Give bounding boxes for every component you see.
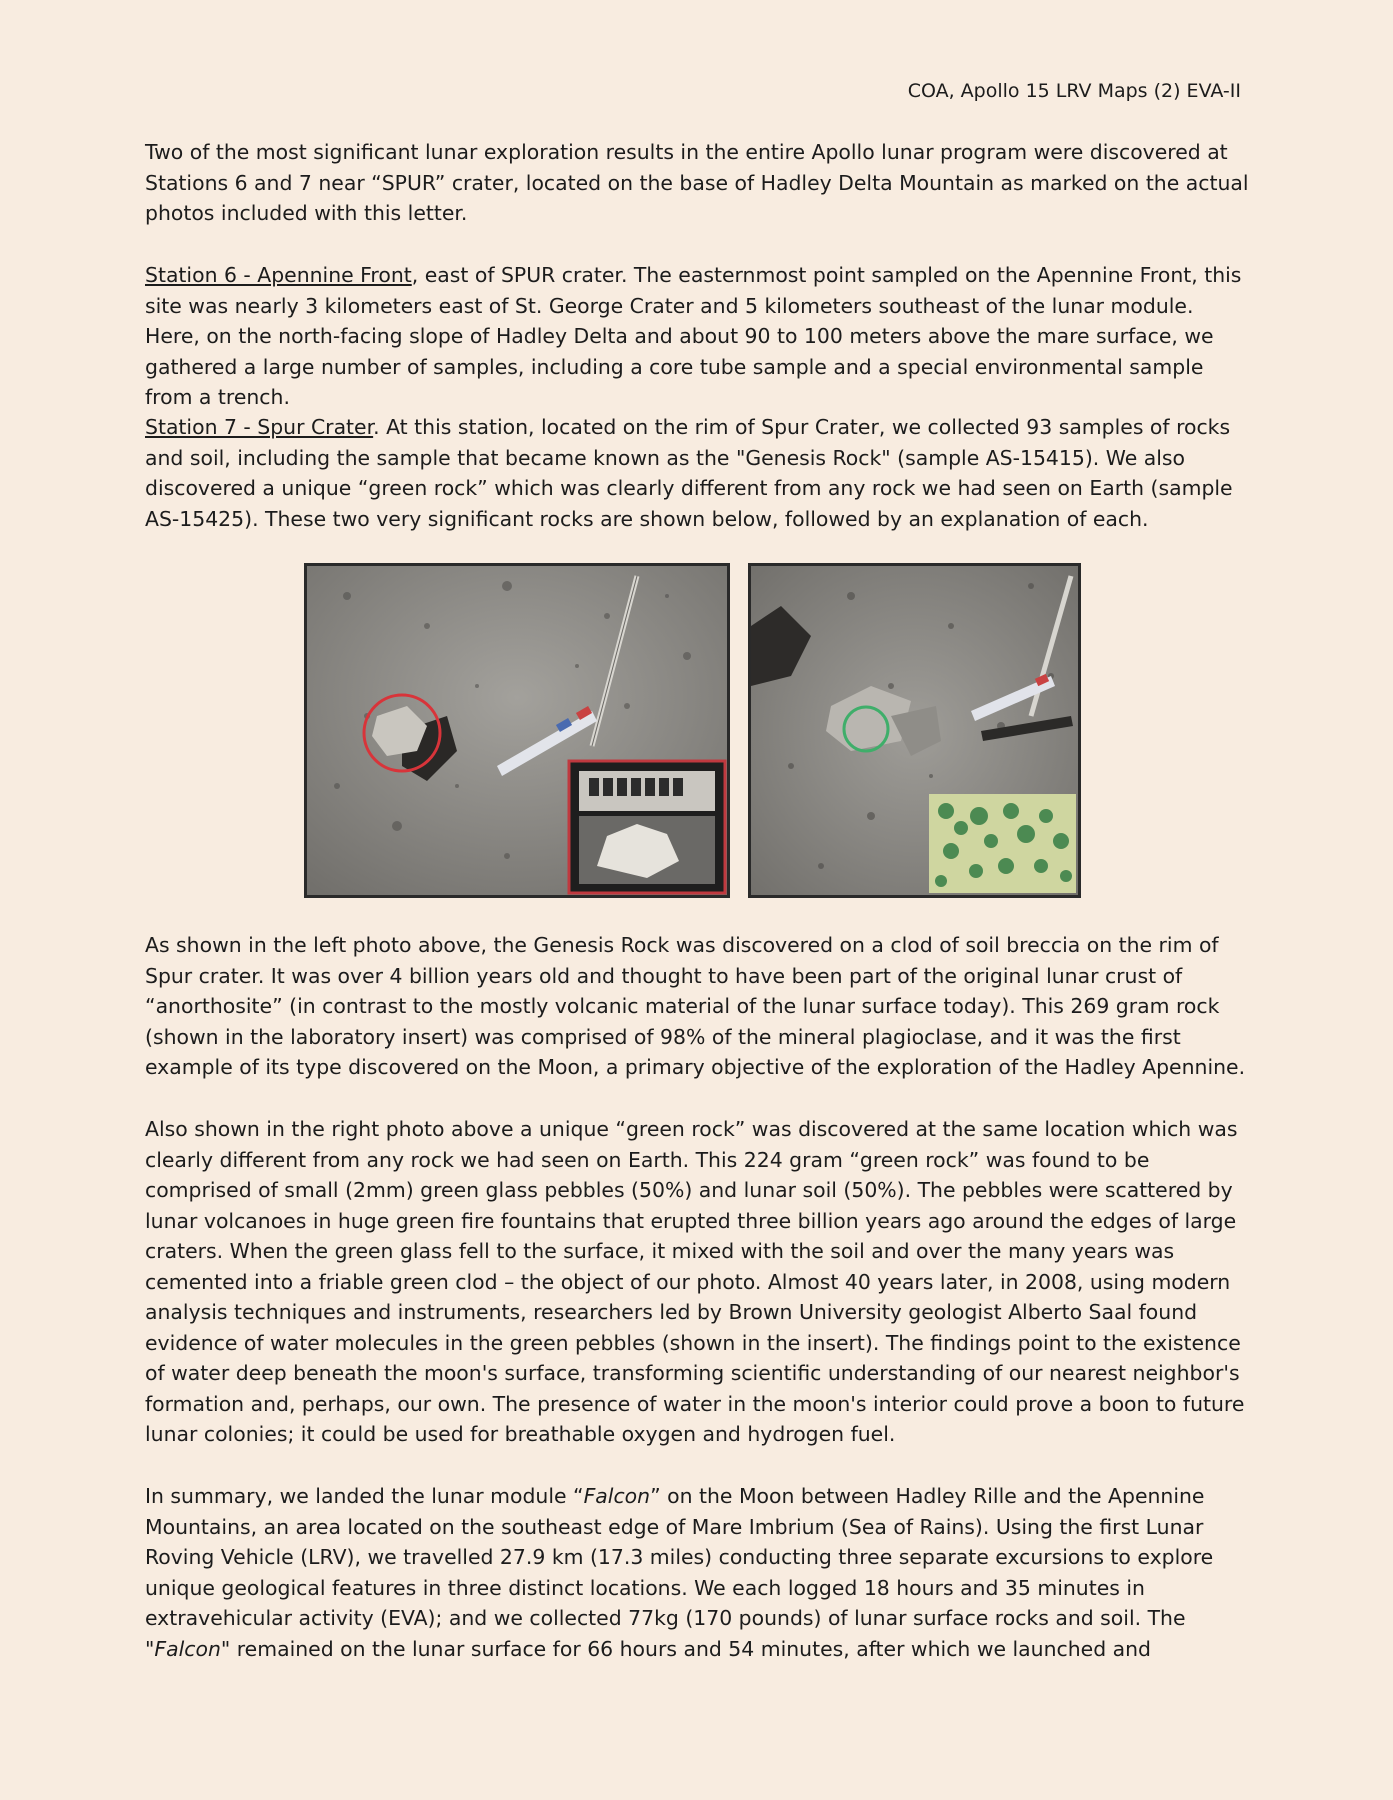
summary-falcon-2: Falcon [154,1636,221,1661]
station6-paragraph [145,260,1250,413]
lunar-photos [304,563,1081,898]
station6-title: Station 6 - Apennine Front [145,263,412,287]
greenrock-paragraph [145,1114,1250,1450]
summary-paragraph [145,1481,1250,1664]
green-rock-photo [748,563,1081,898]
page-header: COA, Apollo 15 LRV Maps (2) EVA-II [907,80,1241,102]
greenrock-text: Also shown in the right photo above a unique “green rock” was discovered at the same location which was clearly different from any rock we had seen on Earth. This 224 gram “green rock” was found to be comprised of small (2mm) green glass pebbles (50%) and lunar soil (50%). The pebbles were scattered by lunar volcanoes in huge green fire fountains that erupted three billion years ago around the edges of large craters. When the green glass fell to the surface, it mixed with the soil and over the many years was cemented into a friable green clod – the object of our photo. Almost 40 years later, in 2008, using modern analysis techniques and instruments, researchers led by Brown University geologist Alberto Saal found evidence of water molecules in the green pebbles (shown in the insert). The findings point to the existence of water deep beneath the moon's surface, transforming scientific understanding of our nearest neighbor's formation and, perhaps, our own. The presence of water in the moon's interior could prove a boon to future lunar colonies; it could be used for breathable oxygen and hydrogen fuel. [145,1117,1245,1446]
summary-part2: ” on the Moon between Hadley Rille and the Apennine Mountains, an area located on the southeast edge of Mare Imbrium (Sea of Rains). Using the first Lunar Roving Vehicle (LRV), we travelled 27.9 km (17.3 miles) conducting three separate excursions to explore unique geological features in three distinct locations. We each logged 18 hours and 35 minutes in extravehicular activity (EVA); and we collected 77kg (170 pounds) of lunar surface rocks and soil. The " [145,1484,1214,1661]
intro-paragraph [145,137,1250,229]
summary-part3: " remained on the lunar surface for 66 hours and 54 minutes, after which we launched and [220,1636,1151,1661]
station7-text: . At this station, located on the rim of Spur Crater, we collected 93 samples of rocks and soil, including the sample that became known as the "Genesis Rock" (sample AS-15415). We also discovered a unique “green rock” which was clearly different from any rock we had seen on Earth (sample AS-15425). These two very significant rocks are shown below, followed by an explanation of each. [145,415,1233,531]
genesis-text: As shown in the left photo above, the Genesis Rock was discovered on a clod of soil breccia on the rim of Spur crater. It was over 4 billion years old and thought to have been part of the original lunar crust of “anorthosite” (in contrast to the mostly volcanic material of the lunar surface today). This 269 gram rock (shown in the laboratory insert) was comprised of 98% of the mineral plagioclase, and it was the first example of its type discovered on the Moon, a primary objective of the exploration of the Hadley Apennine. [145,933,1246,1079]
station6-text: , east of SPUR crater. The easternmost point sampled on the Apennine Front, this site was nearly 3 kilometers east of St. George Crater and 5 kilometers southeast of the lunar module. Here, on the north-facing slope of Hadley Delta and about 90 to 100 meters above the mare surface, we gathered a large number of samples, including a core tube sample and a special environmental sample from a trench. [145,263,1242,409]
summary-part1: In summary, we landed the lunar module “ [145,1484,584,1508]
station7-title: Station 7 - Spur Crater [145,415,374,439]
genesis-rock-photo [304,563,730,898]
summary-falcon-1: Falcon [583,1484,651,1508]
station7-paragraph [145,412,1250,534]
intro-text: Two of the most significant lunar exploration results in the entire Apollo lunar program were discovered at Stations 6 and 7 near “SPUR” crater, located on the base of Hadley Delta Mountain as marked on the actual photos included with this letter. [145,140,1249,225]
genesis-paragraph [145,930,1250,1083]
